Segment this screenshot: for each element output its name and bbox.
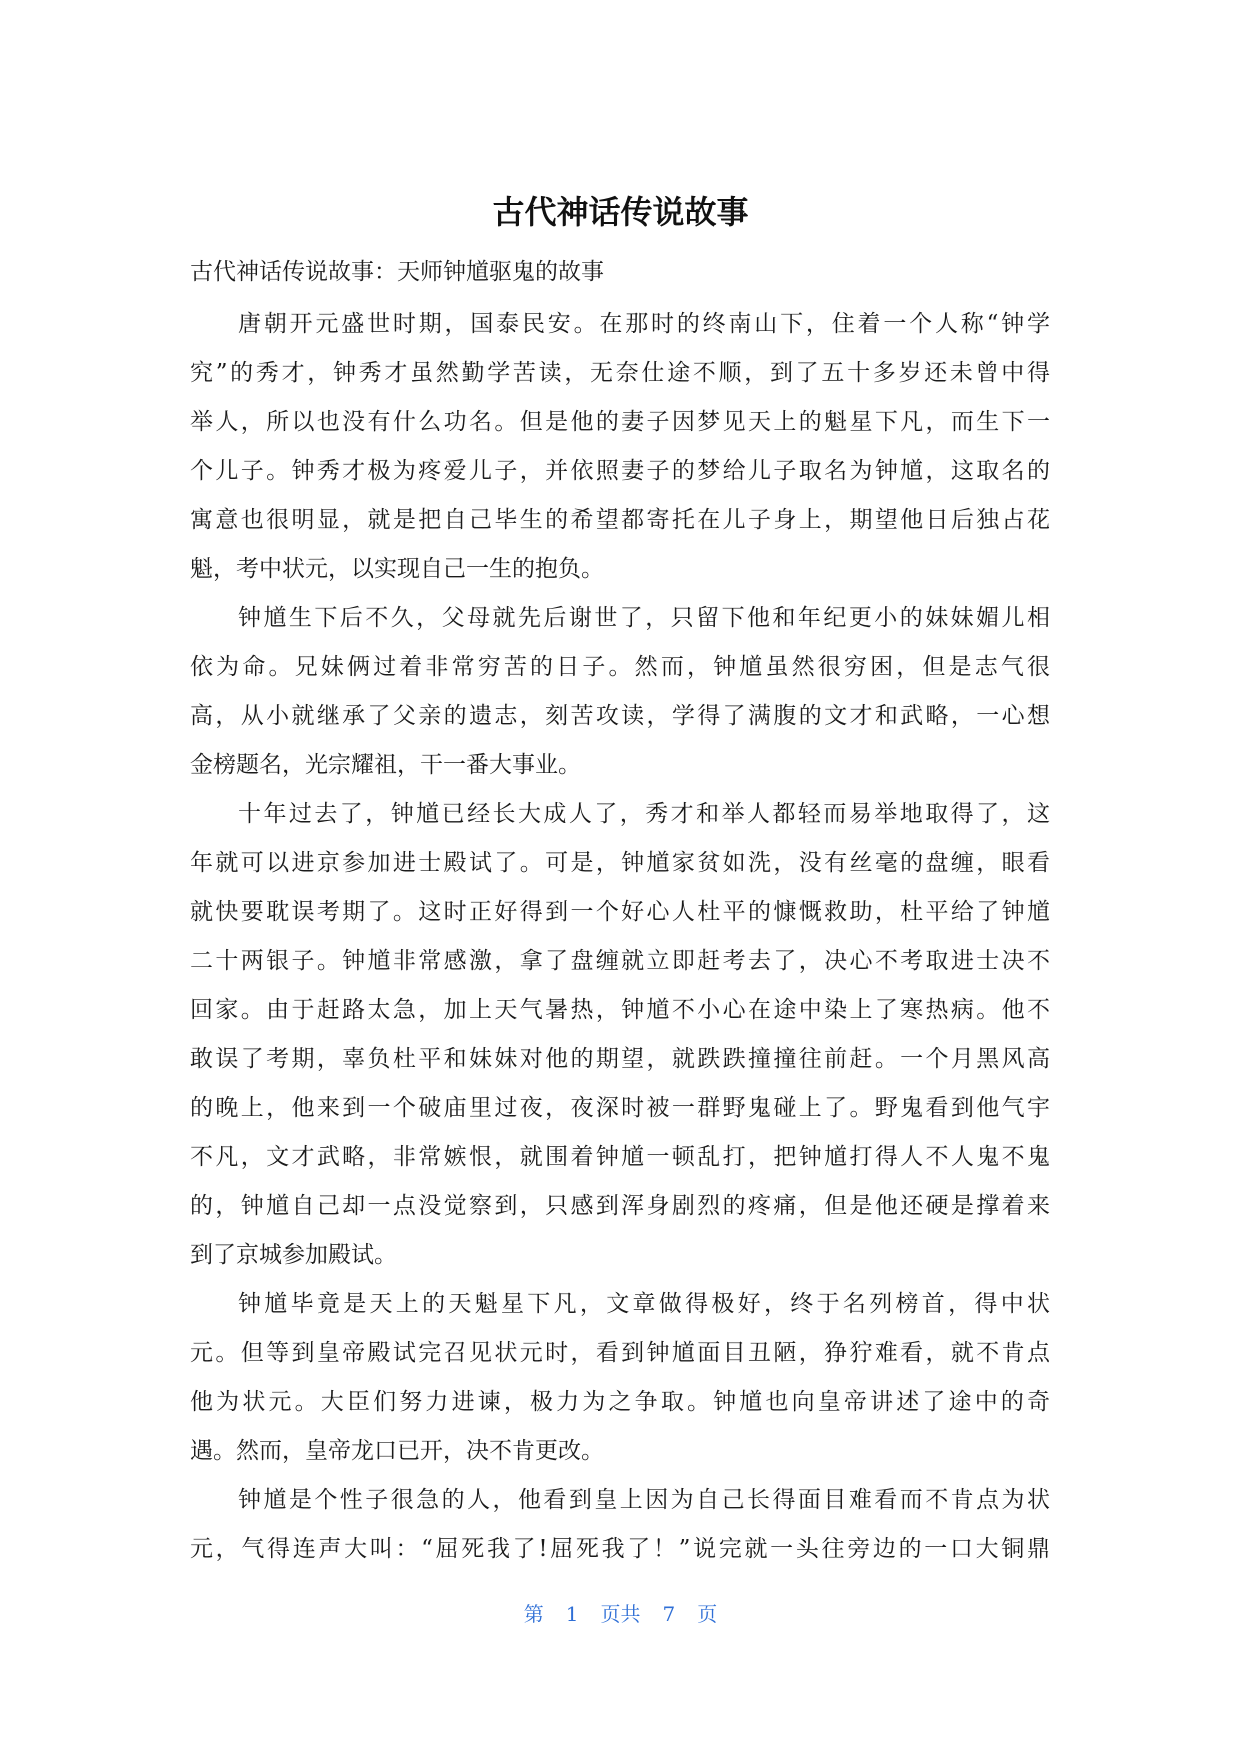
- text-line: 十年过去了，钟馗已经长大成人了，秀才和举人都轻而易举地取得了，这: [238, 801, 1050, 827]
- text-line: 敢误了考期，辜负杜平和妹妹对他的期望，就跌跌撞撞往前赶。一个月黑风高: [190, 1046, 1050, 1072]
- text-line: 遇。然而，皇帝龙口已开，决不肯更改。: [190, 1438, 604, 1464]
- footer-page-number: 1: [565, 1602, 579, 1626]
- text-line: 举人，所以也没有什么功名。但是他的妻子因梦见天上的魁星下凡，而生下一: [190, 409, 1050, 435]
- paragraph-3: [190, 790, 1050, 1280]
- body-text: [190, 300, 1050, 1574]
- text-line: 到了京城参加殿试。: [190, 1242, 397, 1268]
- text-line: 二十两银子。钟馗非常感激，拿了盘缠就立即赶考去了，决心不考取进士决不: [190, 948, 1050, 974]
- text-line: 元。但等到皇帝殿试完召见状元时，看到钟馗面目丑陋，狰狞难看，就不肯点: [190, 1340, 1050, 1366]
- paragraph-1: [190, 300, 1050, 594]
- footer-suffix: 页: [697, 1602, 718, 1626]
- text-line: 的晚上，他来到一个破庙里过夜，夜深时被一群野鬼碰上了。野鬼看到他气宇: [190, 1095, 1050, 1121]
- text-line: 元，气得连声大叫：“屈死我了!屈死我了！”说完就一头往旁边的一口大铜鼎: [190, 1536, 1050, 1562]
- text-line: 钟馗生下后不久，父母就先后谢世了，只留下他和年纪更小的妹妹媚儿相: [238, 605, 1050, 631]
- text-line: 就快要耽误考期了。这时正好得到一个好心人杜平的慷慨救助，杜平给了钟馗: [190, 899, 1050, 925]
- text-line: 个儿子。钟秀才极为疼爱儿子，并依照妻子的梦给儿子取名为钟馗，这取名的: [190, 458, 1050, 484]
- text-line: 究”的秀才，钟秀才虽然勤学苦读，无奈仕途不顺，到了五十多岁还未曾中得: [190, 360, 1050, 386]
- text-line: 不凡，文才武略，非常嫉恨，就围着钟馗一顿乱打，把钟馗打得人不人鬼不鬼: [190, 1144, 1050, 1170]
- text-line: 魁，考中状元，以实现自己一生的抱负。: [190, 556, 604, 582]
- text-line: 钟馗是个性子很急的人，他看到皇上因为自己长得面目难看而不肯点为状: [238, 1487, 1050, 1513]
- text-line: 金榜题名，光宗耀祖，干一番大事业。: [190, 752, 581, 778]
- text-line: 钟馗毕竟是天上的天魁星下凡，文章做得极好，终于名列榜首，得中状: [238, 1291, 1050, 1317]
- text-line: 年就可以进京参加进士殿试了。可是，钟馗家贫如洗，没有丝毫的盘缠，眼看: [190, 850, 1050, 876]
- text-line: 的，钟馗自己却一点没觉察到，只感到浑身剧烈的疼痛，但是他还硬是撑着来: [190, 1193, 1050, 1219]
- footer-middle: 页共: [600, 1602, 641, 1626]
- paragraph-4: [190, 1280, 1050, 1476]
- text-line: 依为命。兄妹俩过着非常穷苦的日子。然而，钟馗虽然很穷困，但是志气很: [190, 654, 1050, 680]
- paragraph-2: [190, 594, 1050, 790]
- text-line: 唐朝开元盛世时期，国泰民安。在那时的终南山下，住着一个人称“钟学: [238, 311, 1050, 337]
- page-title: 古代神话传说故事: [492, 193, 749, 231]
- footer-total-pages: 7: [662, 1602, 676, 1626]
- page-footer: [0, 1600, 1241, 1628]
- text-line: 他为状元。大臣们努力进谏，极力为之争取。钟馗也向皇帝讲述了途中的奇: [190, 1389, 1050, 1415]
- text-line: 回家。由于赶路太急，加上天气暑热，钟馗不小心在途中染上了寒热病。他不: [190, 997, 1050, 1023]
- footer-prefix: 第: [523, 1602, 544, 1626]
- text-line: 寓意也很明显，就是把自己毕生的希望都寄托在儿子身上，期望他日后独占花: [190, 507, 1050, 533]
- text-line: 高，从小就继承了父亲的遗志，刻苦攻读，学得了满腹的文才和武略，一心想: [190, 703, 1050, 729]
- paragraph-5: [190, 1476, 1050, 1574]
- subtitle: 古代神话传说故事：天师钟馗驱鬼的故事: [190, 259, 604, 285]
